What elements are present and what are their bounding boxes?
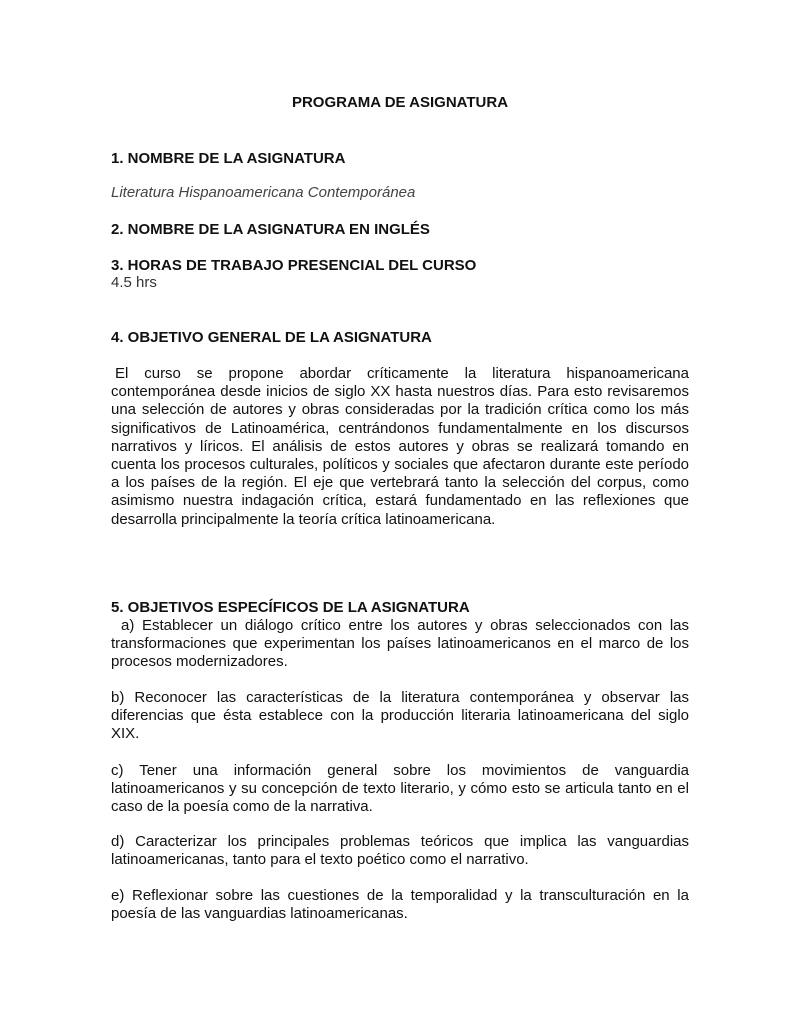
- course-hours: 4.5 hrs: [111, 274, 157, 291]
- specific-objective-c: c) Tener una información general sobre los movimientos de vanguardia latinoamericanos y su concepción de texto literario, y cómo esto se articula tanto en el caso de la poesía como de la narrativa.: [111, 762, 689, 816]
- general-objective-paragraph: El curso se propone abordar críticamente la literatura hispanoamericana contemporánea desde inicios de siglo XX hasta nuestros días. Para esto revisaremos una selección de autores y obras consideradas por la tradición crítica como los más significativos de Latinoamérica, centrándonos fundamentalmente en los discursos narrativos y líricos. El análisis de estos autores y obras se realizará tomando en cuenta los procesos culturales, políticos y sociales que afectaron durante este período a los países de la región. El eje que vertebrará tanto la selección del corpus, como asimismo nuestra indagación crítica, estará fundamentado en las reflexiones que desarrolla principalmente la teoría crítica latinoamericana.: [111, 365, 689, 528]
- specific-objective-a: a) Establecer un diálogo crítico entre los autores y obras seleccionados con las transformaciones que experimentan los países latinoamericanos en el marco de los procesos modernizadores.: [111, 617, 689, 671]
- section-1-heading: 1. NOMBRE DE LA ASIGNATURA: [111, 150, 346, 167]
- section-2-heading: 2. NOMBRE DE LA ASIGNATURA EN INGLÉS: [111, 221, 430, 238]
- course-name: Literatura Hispanoamericana Contemporánea: [111, 184, 416, 201]
- section-3-heading: 3. HORAS DE TRABAJO PRESENCIAL DEL CURSO: [111, 257, 477, 274]
- specific-objective-e: e) Reflexionar sobre las cuestiones de la temporalidad y la transculturación en la poesía de las vanguardias latinoamericanas.: [111, 887, 689, 923]
- section-4-heading: 4. OBJETIVO GENERAL DE LA ASIGNATURA: [111, 329, 432, 346]
- specific-objective-d: d) Caracterizar los principales problemas teóricos que implica las vanguardias latinoamericanas, tanto para el texto poético como el narrativo.: [111, 833, 689, 869]
- specific-objective-b: b) Reconocer las características de la literatura contemporánea y observar las diferencias que ésta establece con la producción literaria latinoamericana del siglo XIX.: [111, 689, 689, 743]
- section-5-heading: 5. OBJETIVOS ESPECÍFICOS DE LA ASIGNATURA: [111, 599, 470, 616]
- document-title: PROGRAMA DE ASIGNATURA: [291, 94, 509, 111]
